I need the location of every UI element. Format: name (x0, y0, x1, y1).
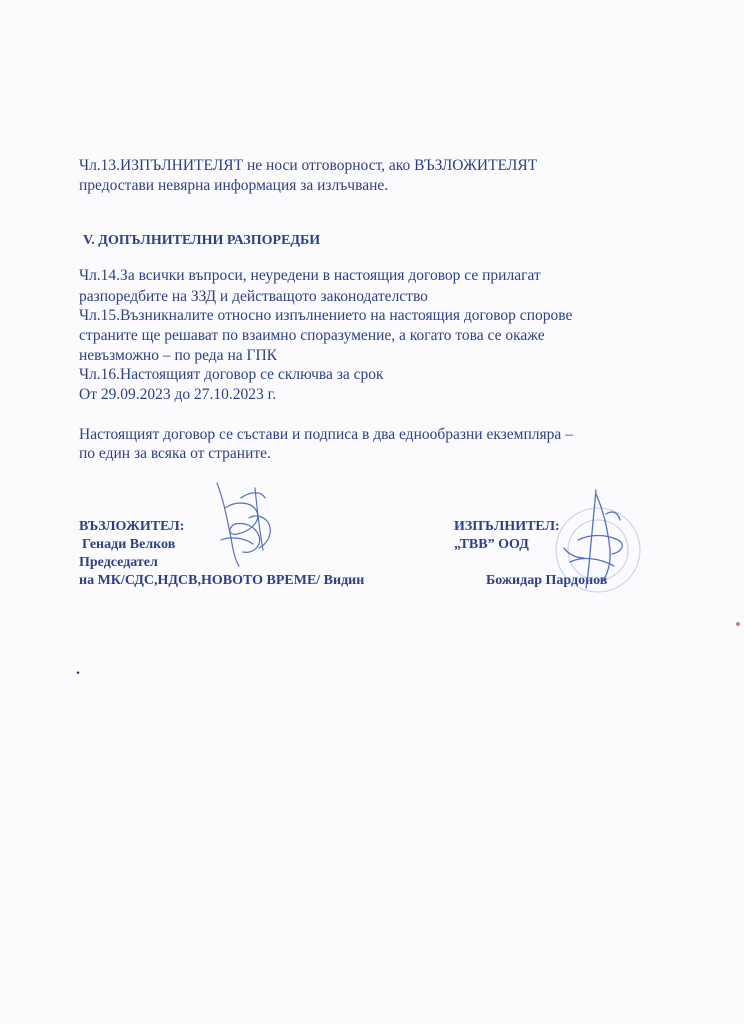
client-organization: на МК/СДС,НДСВ,НОВОТО ВРЕМЕ/ Видин (79, 573, 365, 588)
client-name: Генади Велков (82, 537, 176, 552)
art13-line1: Чл.13.ИЗПЪЛНИТЕЛЯТ не носи отговорност, ако ВЪЗЛОЖИТЕЛЯТ (79, 157, 538, 174)
contractor-role: ИЗПЪЛНИТЕЛ: (454, 519, 560, 534)
section-heading: V. ДОПЪЛНИТЕЛНИ РАЗПОРЕДБИ (83, 233, 321, 248)
client-role: ВЪЗЛОЖИТЕЛ: (79, 519, 185, 534)
paper-speck (736, 622, 740, 626)
footer-dot: . (76, 661, 80, 678)
client-handwritten-signature (205, 478, 285, 573)
closing-line2: по един за всяка от страните. (79, 445, 271, 462)
client-title: Председател (79, 555, 158, 570)
closing-line1: Настоящият договор се състави и подписа в два еднообразни екземпляра – (79, 426, 573, 443)
art15-line2: страните ще решават по взаимно споразумение, а когато това се окаже (79, 327, 545, 344)
art16-line1: Чл.16.Настоящият договор се сключва за срок (79, 366, 384, 383)
art14-line2: разпоредбите на ЗЗД и действащото законодателство (79, 288, 428, 305)
art14-line1: Чл.14.За всички въпроси, неуредени в настоящия договор се прилагат (79, 267, 541, 284)
art16-line2: От 29.09.2023 до 27.10.2023 г. (79, 386, 277, 403)
contractor-name: Божидар Пардонов (486, 573, 608, 588)
art13-line2: предостави невярна информация за излъчване. (79, 177, 389, 194)
art15-line1: Чл.15.Възникналите относно изпълнението на настоящия договор спорове (79, 307, 573, 324)
art15-line3: невъзможно – по реда на ГПК (79, 347, 277, 364)
contractor-company: „ТВВ” ООД (454, 537, 529, 552)
